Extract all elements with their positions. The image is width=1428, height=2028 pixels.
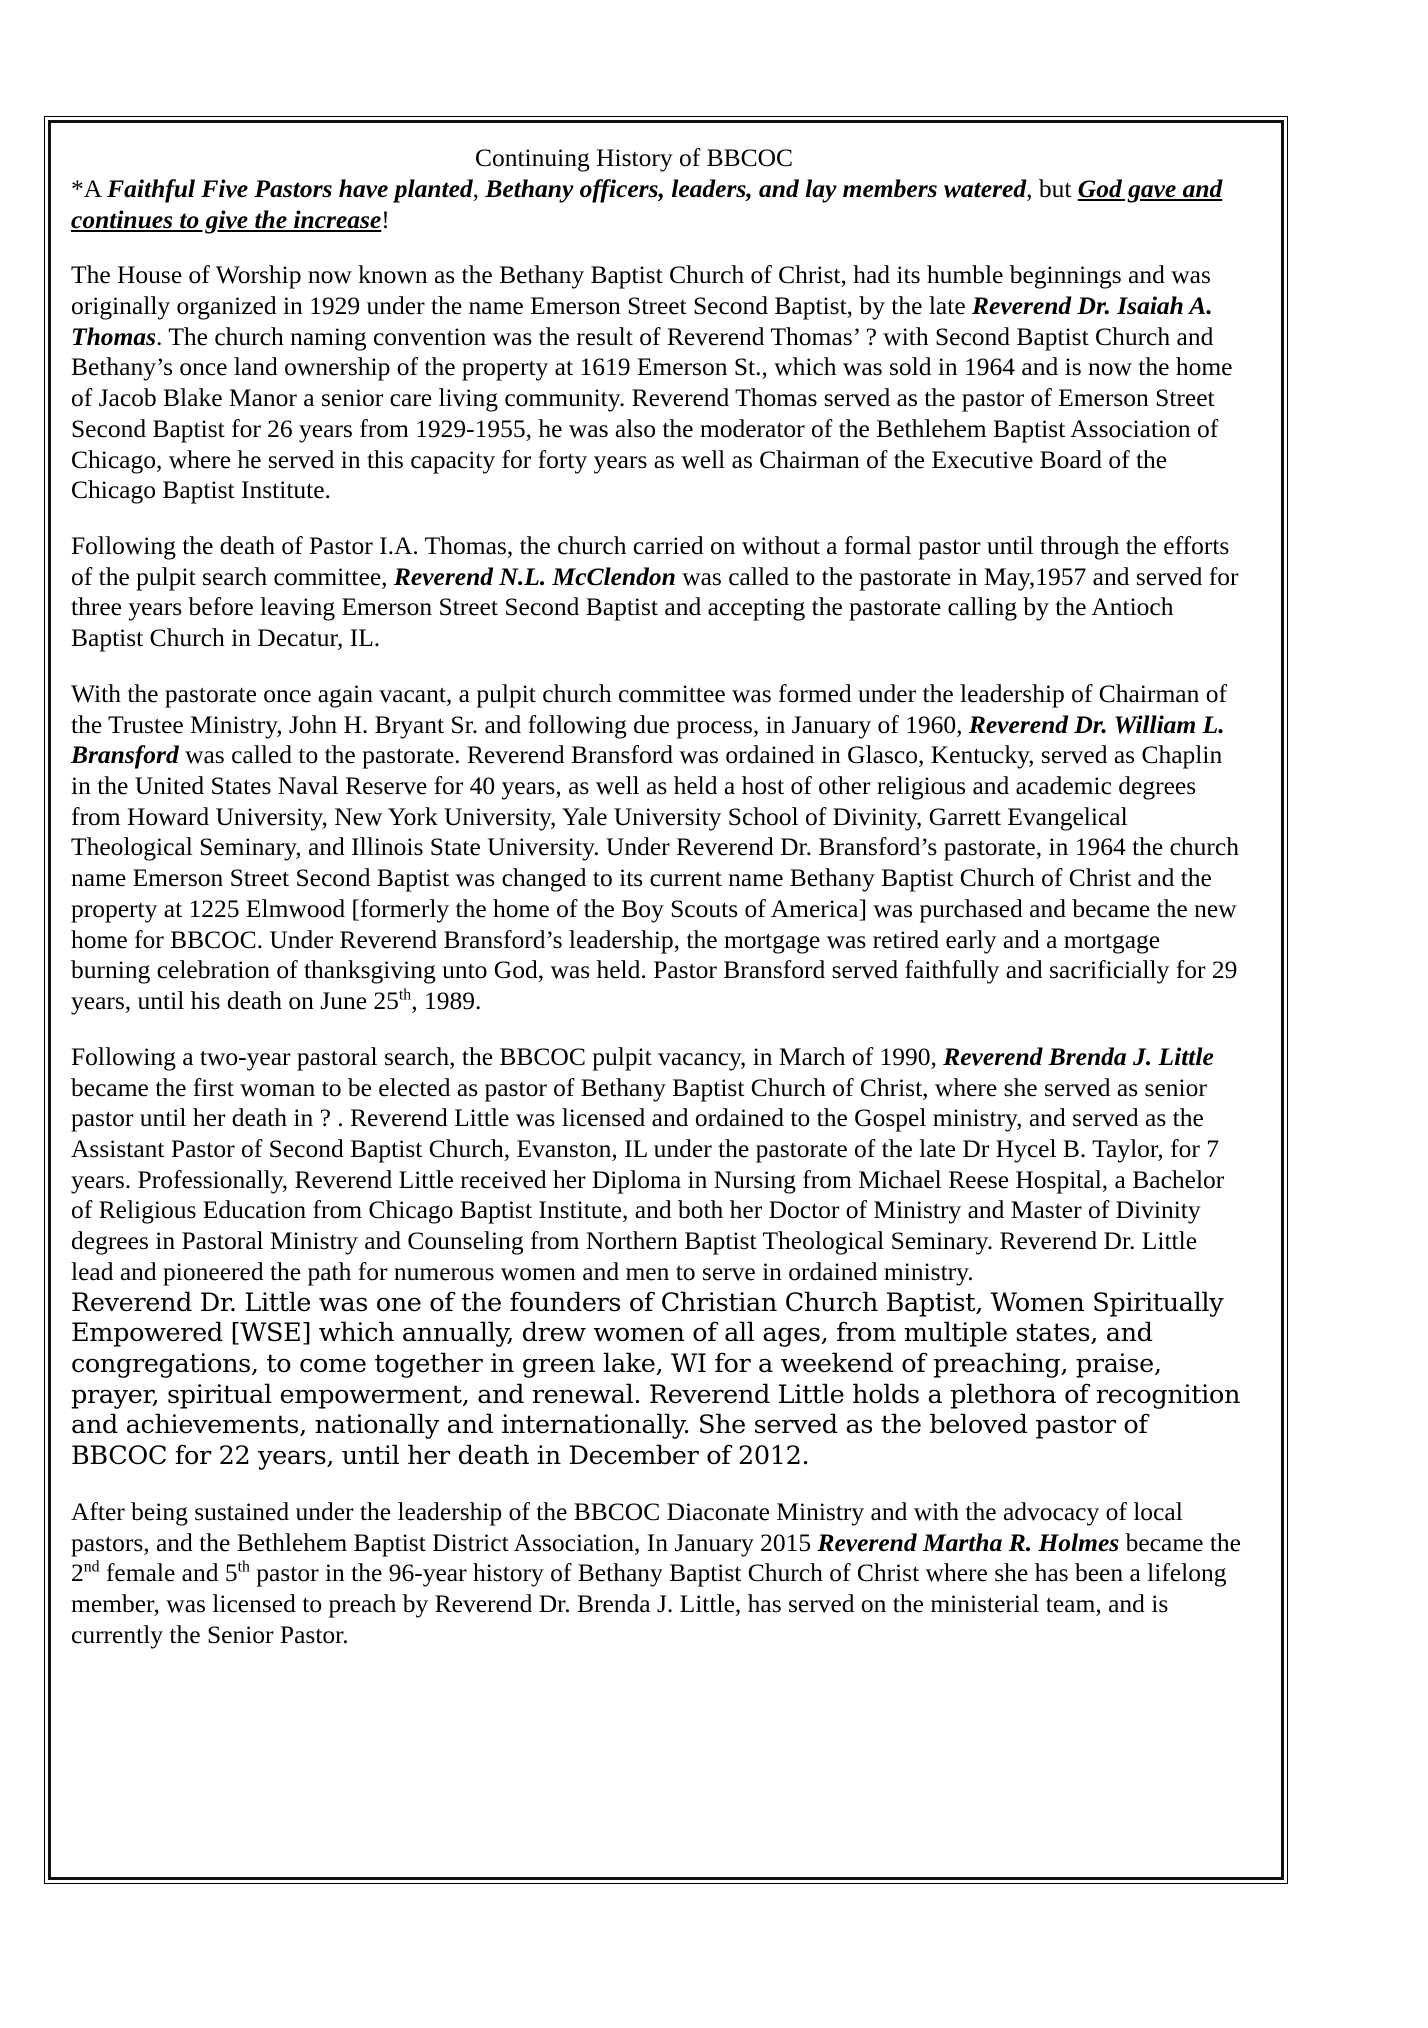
tagline-prefix: *A xyxy=(71,174,108,204)
text-run: Following a two-year pastoral search, the BBCOC pulpit vacancy, in March of 1990, xyxy=(71,1041,944,1071)
paragraph-spacer xyxy=(71,1017,1243,1042)
text-run: pastor in the 96-year history of Bethany Baptist Church of Christ where she has been a lifelong member, was licensed to preach by Reverend Dr. Brenda J. Little, has served on the ministerial team, and is currently the Senior Pastor. xyxy=(71,1558,1227,1649)
ordinal-superscript: nd xyxy=(83,1558,100,1576)
paragraph-spacer xyxy=(71,1472,1243,1497)
page-title: Continuing History of BBCOC xyxy=(474,143,794,172)
text-run: was called to the pastorate in May,1957 and served for three years before leaving Emerson Street Second Baptist and accepting the pastorate calling by the Antioch Baptist Church in Decatur, IL. xyxy=(71,561,1239,653)
text-run: Reverend Dr. Little was one of the founders of Christian Church Baptist, Women Spiritually Empowered [WSE] which annually, drew women of all ages, from multiple states, and congregations, to come together in green lake, WI for a weekend of preaching, praise, prayer, spiritual empowerment, and renewal. Reverend Little holds a plethora of recognition and achievements, nationally and internationally. She served as the beloved pastor of BBCOC for 22 years, until her death in December of 2012. xyxy=(71,1287,1241,1472)
paragraph-p3-bransford xyxy=(71,679,1243,1017)
emphasized-name: Reverend N.L. McClendon xyxy=(393,561,676,591)
paragraph-spacer xyxy=(71,654,1243,679)
paragraph-spacer xyxy=(71,506,1243,531)
text-run: With the pastorate once again vacant, a pulpit church committee was formed under the leadership of Chairman of the Trustee Ministry, John H. Bryant Sr. and following due process, in January of 1960, xyxy=(71,678,1227,739)
text-run: became the 2 xyxy=(71,1527,1241,1588)
emphasized-name: Reverend Martha R. Holmes xyxy=(817,1527,1120,1557)
tagline-separator-2: , but xyxy=(1026,174,1078,204)
page-border-frame xyxy=(44,116,1288,1884)
paragraph-list xyxy=(71,260,1243,1650)
emphasized-name: Reverend Dr. William L. Bransford xyxy=(71,709,1225,770)
tagline-suffix: ! xyxy=(381,204,390,234)
text-run: . The church naming convention was the result of Reverend Thomas’ ? with Second Baptist Church and Bethany’s once land ownership of the property at 1619 Emerson St., which was sold in 1964 and is now the home of Jacob Blake Manor a senior care living community. Reverend Thomas served as the pastor of Emerson Street Second Baptist for 26 years from 1929-1955, he was also the moderator of the Bethlehem Baptist Association of Chicago, where he served in this capacity for forty years as well as Chairman of the Executive Board of the Chicago Baptist Institute. xyxy=(71,321,1233,505)
paragraph-p6-holmes xyxy=(71,1497,1243,1651)
text-run: female and 5 xyxy=(99,1558,238,1588)
ordinal-superscript: th xyxy=(237,1558,250,1576)
tagline-emphasis-2: Bethany officers, leaders, and lay members watered xyxy=(485,174,1027,204)
paragraph-p1-origins xyxy=(71,260,1243,506)
tagline-emphasis-1: Faithful Five Pastors have planted xyxy=(107,174,473,204)
text-run: became the first woman to be elected as pastor of Bethany Baptist Church of Christ, where she served as senior pastor until her death in ? . Reverend Little was licensed and ordained to the Gospel ministry, and served as the Assistant Pastor of Second Baptist Church, Evanston, IL under the pastorate of the late Dr Hycel B. Taylor, for 7 years. Professionally, Reverend Little received her Diploma in Nursing from Michael Reese Hospital, a Bachelor of Religious Education from Chicago Baptist Institute, and both her Doctor of Ministry and Master of Divinity degrees in Pastoral Ministry and Counseling from Northern Baptist Theological Seminary. Reverend Dr. Little lead and pioneered the path for numerous women and men to serve in ordained ministry. xyxy=(71,1072,1225,1286)
text-run: was called to the pastorate. Reverend Bransford was ordained in Glasco, Kentucky, served as Chaplin in the United States Naval Reserve for 40 years, as well as held a host of other religious and academic degrees from Howard University, New York University, Yale University School of Divinity, Garrett Evangelical Theological Seminary, and Illinois State University. Under Reverend Dr. Bransford’s pastorate, in 1964 the church name Emerson Street Second Baptist was changed to its current name Bethany Baptist Church of Christ and the property at 1225 Elmwood [formerly the home of the Boy Scouts of America] was purchased and became the new home for BBCOC. Under Reverend Bransford’s leadership, the mortgage was retired early and a mortgage burning celebration of thanksgiving unto God, was held. Pastor Bransford served faithfully and sacrificially for 29 years, until his death on June 25 xyxy=(71,740,1239,1016)
text-run: The House of Worship now known as the Bethany Baptist Church of Christ, had its humble beginnings and was originally organized in 1929 under the name Emerson Street Second Baptist, by the late xyxy=(71,260,1211,320)
tagline xyxy=(71,174,1243,235)
tagline-emphasis-underlined: God gave and continues to give the increase xyxy=(71,174,1223,234)
text-run: Following the death of Pastor I.A. Thomas, the church carried on without a formal pastor until through the efforts of the pulpit search committee, xyxy=(71,531,1230,591)
paragraph-p4-little xyxy=(71,1042,1243,1288)
document-body xyxy=(67,143,1247,1650)
emphasized-name: Reverend Brenda J. Little xyxy=(943,1041,1214,1071)
tagline-separator-1: , xyxy=(472,174,486,204)
paragraph-p5-wse xyxy=(71,1288,1243,1472)
paragraph-p2-mcclendon xyxy=(71,531,1243,654)
paragraph-spacer xyxy=(71,235,1243,260)
text-run: After being sustained under the leadership of the BBCOC Diaconate Ministry and with the advocacy of local pastors, and the Bethlehem Baptist District Association, In January 2015 xyxy=(71,1496,1183,1557)
ordinal-superscript: th xyxy=(398,986,412,1004)
emphasized-name: Reverend Dr. Isaiah A. Thomas xyxy=(71,290,1213,351)
text-run: , 1989. xyxy=(411,986,482,1016)
